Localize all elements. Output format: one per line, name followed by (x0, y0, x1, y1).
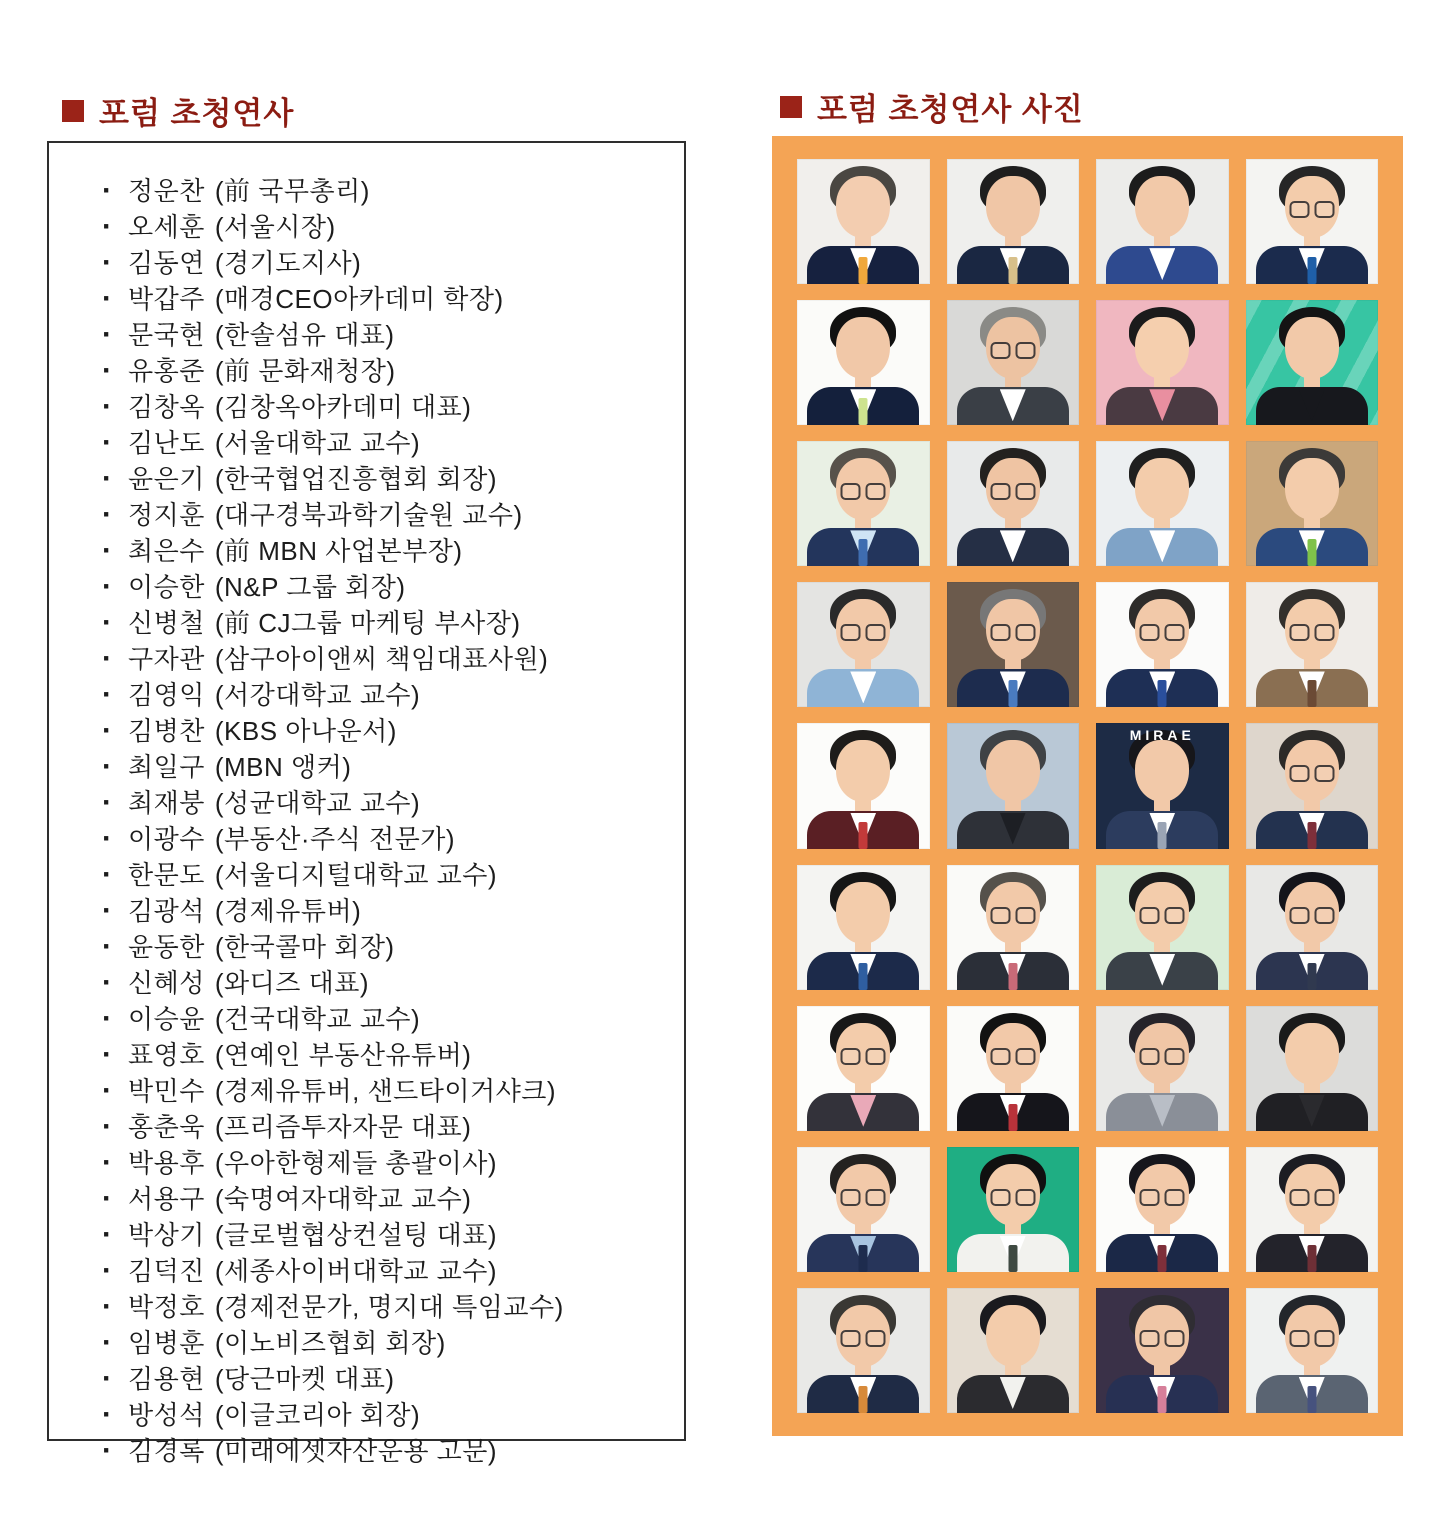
speaker-name: 이승한 (128, 572, 205, 602)
avatar-tie (1307, 1104, 1316, 1131)
avatar-face (1135, 740, 1189, 802)
avatar-face (836, 176, 890, 238)
bullet-dot-icon (102, 749, 128, 785)
speaker-name: 이승윤 (128, 1004, 205, 1034)
speaker-list-item (102, 497, 684, 533)
avatar-tie (859, 1386, 868, 1413)
speaker-affiliation: (前 국무총리) (214, 176, 370, 206)
bullet-dot-icon (102, 677, 128, 713)
speaker-name: 김병찬 (128, 716, 205, 746)
speaker-photo (947, 582, 1080, 707)
speaker-photo (1246, 441, 1379, 566)
speaker-affiliation: (글로벌협상컨설팅 대표) (214, 1220, 498, 1250)
speaker-name: 윤은기 (128, 464, 205, 494)
speaker-photo (1246, 1006, 1379, 1131)
avatar-tie (1307, 257, 1316, 284)
speaker-photo (1246, 159, 1379, 284)
glasses-icon (990, 1048, 1035, 1065)
glasses-icon (990, 1189, 1035, 1206)
speaker-list-item (102, 605, 684, 641)
speaker-photo (1096, 582, 1229, 707)
speaker-photo (1096, 865, 1229, 990)
speaker-photo (797, 159, 930, 284)
avatar-face (1285, 1023, 1339, 1085)
speaker-photo (1096, 1147, 1229, 1272)
speaker-affiliation: (前 문화재청장) (214, 356, 396, 386)
speaker-photo (797, 1288, 930, 1413)
speaker-name: 이광수 (128, 824, 205, 854)
glasses-icon (1140, 624, 1185, 641)
glasses-icon (1289, 907, 1334, 924)
speaker-photo (1246, 865, 1379, 990)
speaker-photo (947, 300, 1080, 425)
bullet-dot-icon (102, 569, 128, 605)
speaker-photo (797, 582, 930, 707)
speaker-affiliation: (연예인 부동산유튜버) (214, 1040, 472, 1070)
speaker-photo (797, 865, 930, 990)
speaker-affiliation: (서울디지털대학교 교수) (214, 860, 498, 890)
speaker-name: 유홍준 (128, 356, 205, 386)
speaker-affiliation: (경제유튜버, 샌드타이거샤크) (214, 1076, 557, 1106)
speaker-list-item (102, 785, 684, 821)
avatar-tie (1307, 963, 1316, 990)
speaker-photo (947, 723, 1080, 848)
avatar-tie (1307, 680, 1316, 707)
speaker-photo (1246, 300, 1379, 425)
speaker-list-item (102, 209, 684, 245)
glasses-icon (1289, 1330, 1334, 1347)
speaker-list-item (102, 353, 684, 389)
speaker-name: 오세훈 (128, 212, 205, 242)
speaker-photo (947, 1006, 1080, 1131)
speaker-photo (947, 159, 1080, 284)
speaker-affiliation: (이글코리아 회장) (214, 1400, 421, 1430)
speaker-photo (1096, 300, 1229, 425)
speaker-photo (947, 1147, 1080, 1272)
speaker-list-item (102, 1145, 684, 1181)
bullet-dot-icon (102, 605, 128, 641)
avatar-tie (1158, 1245, 1167, 1272)
glasses-icon (1289, 1189, 1334, 1206)
speaker-list-item (102, 1433, 684, 1469)
speaker-list-item (102, 1217, 684, 1253)
avatar-face (986, 740, 1040, 802)
avatar-face (836, 317, 890, 379)
bullet-dot-icon (102, 1037, 128, 1073)
avatar-tie (1158, 398, 1167, 425)
speaker-name: 김동연 (128, 248, 205, 278)
avatar-tie (1008, 1245, 1017, 1272)
speaker-list-item (102, 245, 684, 281)
avatar-tie (1008, 398, 1017, 425)
speaker-photo (1246, 582, 1379, 707)
avatar-tie (1158, 257, 1167, 284)
avatar-tie (859, 822, 868, 849)
speaker-affiliation: (KBS 아나운서) (214, 716, 397, 746)
speaker-list-item (102, 749, 684, 785)
speaker-photo (797, 723, 930, 848)
speaker-name: 박상기 (128, 1220, 205, 1250)
bullet-dot-icon (102, 965, 128, 1001)
glasses-icon (1140, 1330, 1185, 1347)
speaker-name: 김창옥 (128, 392, 205, 422)
speaker-name: 문국현 (128, 320, 205, 350)
glasses-icon (1289, 624, 1334, 641)
glasses-icon (841, 1048, 886, 1065)
speaker-photo (1096, 1288, 1229, 1413)
bullet-dot-icon (102, 821, 128, 857)
speaker-affiliation: (서울대학교 교수) (214, 428, 421, 458)
speaker-list-item (102, 677, 684, 713)
speaker-photo (797, 1147, 930, 1272)
avatar-tie (859, 398, 868, 425)
glasses-icon (841, 1330, 886, 1347)
bullet-dot-icon (102, 245, 128, 281)
bullet-dot-icon (102, 173, 128, 209)
bullet-dot-icon (102, 1397, 128, 1433)
glasses-icon (841, 483, 886, 500)
bullet-dot-icon (102, 1289, 128, 1325)
speaker-photo (1246, 723, 1379, 848)
glasses-icon (990, 483, 1035, 500)
speaker-name: 윤동한 (128, 932, 205, 962)
speaker-photo (797, 300, 930, 425)
speaker-list-item (102, 1073, 684, 1109)
bullet-dot-icon (102, 533, 128, 569)
speaker-list-item (102, 1037, 684, 1073)
speaker-affiliation: (세종사이버대학교 교수) (214, 1256, 498, 1286)
avatar-tie (1307, 822, 1316, 849)
speaker-name: 박용후 (128, 1148, 205, 1178)
bullet-dot-icon (102, 713, 128, 749)
avatar-face (986, 176, 1040, 238)
speaker-name: 박갑주 (128, 284, 205, 314)
speaker-list-item (102, 533, 684, 569)
bullet-dot-icon (102, 893, 128, 929)
speaker-name: 최은수 (128, 536, 205, 566)
speaker-name: 임병훈 (128, 1328, 205, 1358)
speaker-affiliation: (미래에셋자산운용 고문) (214, 1436, 498, 1466)
bullet-dot-icon (102, 425, 128, 461)
avatar-tie (1307, 1386, 1316, 1413)
avatar-face (1135, 176, 1189, 238)
speaker-name: 정지훈 (128, 500, 205, 530)
bullet-dot-icon (102, 1001, 128, 1037)
speaker-photo (1096, 1006, 1229, 1131)
speaker-affiliation: (MBN 앵커) (214, 752, 352, 782)
avatar-tie (859, 963, 868, 990)
speaker-affiliation: (서강대학교 교수) (214, 680, 421, 710)
avatar-tie (1008, 539, 1017, 566)
speaker-name: 서용구 (128, 1184, 205, 1214)
speaker-list-item (102, 1325, 684, 1361)
avatar-tie (1158, 1386, 1167, 1413)
speaker-affiliation: (건국대학교 교수) (214, 1004, 421, 1034)
speaker-affiliation: (매경CEO아카데미 학장) (214, 284, 504, 314)
glasses-icon (1140, 1189, 1185, 1206)
speaker-name: 최재붕 (128, 788, 205, 818)
speaker-name: 구자관 (128, 644, 205, 674)
avatar-tie (1008, 963, 1017, 990)
speaker-affiliation: (한국콜마 회장) (214, 932, 395, 962)
bullet-dot-icon (102, 389, 128, 425)
speaker-name: 최일구 (128, 752, 205, 782)
avatar-tie (1158, 1104, 1167, 1131)
avatar-tie (1307, 1245, 1316, 1272)
avatar-face (836, 882, 890, 944)
speaker-name: 김덕진 (128, 1256, 205, 1286)
speaker-name: 김경록 (128, 1436, 205, 1466)
bullet-dot-icon (102, 461, 128, 497)
bullet-dot-icon (102, 1217, 128, 1253)
bullet-dot-icon (102, 353, 128, 389)
speaker-list-item (102, 1397, 684, 1433)
speaker-affiliation: (숙명여자대학교 교수) (214, 1184, 472, 1214)
bullet-dot-icon (102, 641, 128, 677)
glasses-icon (841, 624, 886, 641)
speaker-name: 신혜성 (128, 968, 205, 998)
speaker-list-item (102, 1253, 684, 1289)
speaker-list (49, 143, 684, 1469)
speaker-affiliation: (한솔섬유 대표) (214, 320, 395, 350)
avatar-tie (1008, 822, 1017, 849)
speaker-name: 김영익 (128, 680, 205, 710)
bullet-dot-icon (102, 317, 128, 353)
speaker-affiliation: (부동산·주식 전문가) (214, 824, 455, 854)
glasses-icon (1289, 765, 1334, 782)
speaker-affiliation: (경제유튜버) (214, 896, 362, 926)
glasses-icon (990, 907, 1035, 924)
speaker-list-item (102, 1001, 684, 1037)
avatar-face (986, 1305, 1040, 1367)
speaker-list-item (102, 317, 684, 353)
avatar-tie (1008, 1386, 1017, 1413)
speaker-name: 신병철 (128, 608, 205, 638)
glasses-icon (1289, 201, 1334, 218)
speaker-name: 방성석 (128, 1400, 205, 1430)
speaker-list-item (102, 1109, 684, 1145)
avatar-tie (859, 539, 868, 566)
speaker-list-box (47, 141, 686, 1466)
speaker-list-item (102, 425, 684, 461)
speaker-photo (1246, 1288, 1379, 1413)
speakers-title-text: 포럼 초청연사 (99, 96, 295, 131)
speaker-affiliation: (와디즈 대표) (214, 968, 369, 998)
avatar-tie (1158, 539, 1167, 566)
photos-title-text: 포럼 초청연사 사진 (817, 92, 1084, 127)
speaker-affiliation: (前 CJ그룹 마케팅 부사장) (214, 608, 521, 638)
bullet-dot-icon (102, 1109, 128, 1145)
speaker-affiliation: (성균대학교 교수) (214, 788, 421, 818)
speaker-list-item (102, 929, 684, 965)
speaker-list-item (102, 641, 684, 677)
speaker-list-item (102, 1181, 684, 1217)
glasses-icon (1140, 1048, 1185, 1065)
avatar-face (1135, 317, 1189, 379)
speaker-photo (797, 1006, 930, 1131)
bullet-dot-icon (102, 929, 128, 965)
avatar-face (836, 740, 890, 802)
speaker-affiliation: (한국협업진흥협회 회장) (214, 464, 498, 494)
photo-overlay-text: MIRAE (1129, 727, 1195, 744)
avatar-tie (859, 680, 868, 707)
avatar-tie (1307, 398, 1316, 425)
speaker-name: 정운찬 (128, 176, 205, 206)
speaker-affiliation: (前 MBN 사업본부장) (214, 536, 463, 566)
section-title-speakers (62, 88, 294, 133)
speaker-photo-grid (772, 136, 1403, 1436)
speaker-photo (797, 441, 930, 566)
speaker-list-item (102, 857, 684, 893)
section-bullet-square-icon (62, 100, 84, 122)
avatar-tie (1158, 680, 1167, 707)
speaker-photo (947, 865, 1080, 990)
speaker-affiliation: (대구경북과학기술원 교수) (214, 500, 523, 530)
avatar-tie (859, 1245, 868, 1272)
speaker-affiliation: (이노비즈협회 회장) (214, 1328, 446, 1358)
bullet-dot-icon (102, 1181, 128, 1217)
speaker-list-item (102, 461, 684, 497)
speaker-affiliation: (삼구아이앤씨 책임대표사원) (214, 644, 549, 674)
section-title-photos (780, 84, 1084, 129)
speaker-photo (1096, 723, 1229, 848)
section-bullet-square-icon (780, 96, 802, 118)
speaker-name: 김난도 (128, 428, 205, 458)
bullet-dot-icon (102, 1253, 128, 1289)
speaker-list-item (102, 173, 684, 209)
speaker-affiliation: (당근마켓 대표) (214, 1364, 395, 1394)
avatar-face (1285, 458, 1339, 520)
speaker-affiliation: (N&P 그룹 회장) (214, 572, 406, 602)
speaker-list-item (102, 389, 684, 425)
speaker-affiliation: (서울시장) (214, 212, 336, 242)
speaker-affiliation: (김창옥아카데미 대표) (214, 392, 472, 422)
speaker-list-item (102, 965, 684, 1001)
glasses-icon (990, 624, 1035, 641)
bullet-dot-icon (102, 1073, 128, 1109)
bullet-dot-icon (102, 1433, 128, 1469)
avatar-tie (859, 1104, 868, 1131)
speaker-name: 박민수 (128, 1076, 205, 1106)
speaker-list-item (102, 821, 684, 857)
speaker-list-item (102, 1289, 684, 1325)
speaker-name: 박정호 (128, 1292, 205, 1322)
avatar-face (1285, 317, 1339, 379)
speaker-list-item (102, 713, 684, 749)
speaker-list-item (102, 1361, 684, 1397)
avatar-tie (1008, 1104, 1017, 1131)
bullet-dot-icon (102, 785, 128, 821)
speaker-list-item (102, 281, 684, 317)
bullet-dot-icon (102, 281, 128, 317)
speaker-name: 표영호 (128, 1040, 205, 1070)
speaker-photo (947, 1288, 1080, 1413)
avatar-tie (1158, 963, 1167, 990)
avatar-tie (1008, 680, 1017, 707)
speaker-affiliation: (프리즘투자자문 대표) (214, 1112, 472, 1142)
glasses-icon (990, 342, 1035, 359)
speaker-photo (947, 441, 1080, 566)
bullet-dot-icon (102, 1145, 128, 1181)
speaker-photo (1246, 1147, 1379, 1272)
speaker-affiliation: (경제전문가, 명지대 특임교수) (214, 1292, 564, 1322)
speaker-affiliation: (우아한형제들 총괄이사) (214, 1148, 498, 1178)
bullet-dot-icon (102, 1325, 128, 1361)
speaker-affiliation: (경기도지사) (214, 248, 362, 278)
bullet-dot-icon (102, 209, 128, 245)
avatar-face (1135, 458, 1189, 520)
bullet-dot-icon (102, 497, 128, 533)
avatar-tie (859, 257, 868, 284)
speaker-name: 홍춘욱 (128, 1112, 205, 1142)
glasses-icon (1140, 907, 1185, 924)
speaker-list-item (102, 569, 684, 605)
avatar-tie (1008, 257, 1017, 284)
bullet-dot-icon (102, 857, 128, 893)
speaker-photo (1096, 441, 1229, 566)
glasses-icon (841, 1189, 886, 1206)
speaker-name: 김용현 (128, 1364, 205, 1394)
speaker-list-item (102, 893, 684, 929)
avatar-tie (1307, 539, 1316, 566)
avatar-tie (1158, 822, 1167, 849)
speaker-photo (1096, 159, 1229, 284)
speaker-name: 김광석 (128, 896, 205, 926)
bullet-dot-icon (102, 1361, 128, 1397)
speaker-name: 한문도 (128, 860, 205, 890)
